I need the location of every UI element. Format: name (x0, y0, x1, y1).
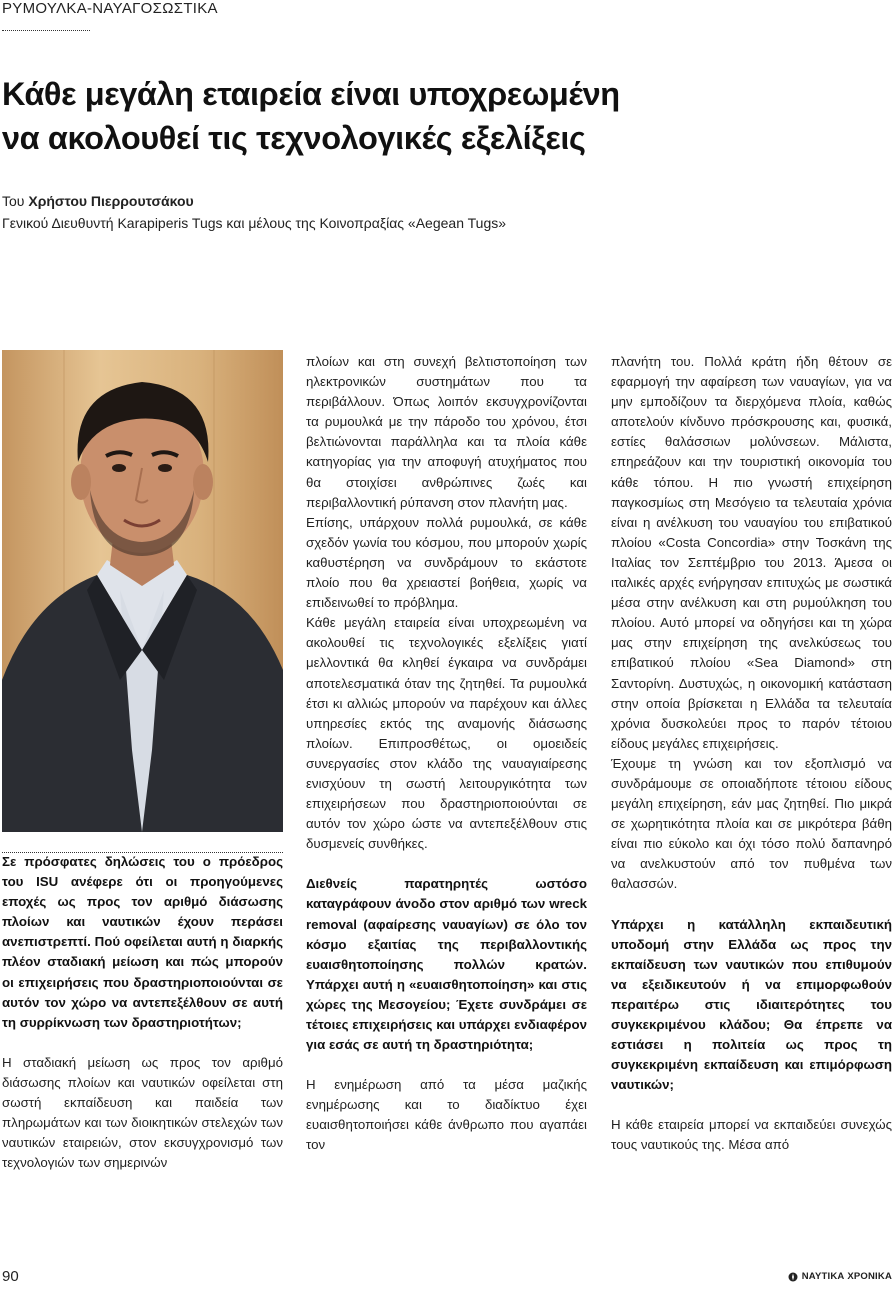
article-paragraph: πλανήτη του. Πολλά κράτη ήδη θέτουν σε εφαρμογή την αφαίρεση των ναυαγίων, για να μην εμποδίζουν τα διερχόμενα πλοία, καθώς αποτελούν κίνδυνο πρόσκρουσης και, φυσικά, εστίες θαλάσσιων μολύνσεων. Μάλιστα, επηρεάζουν και την τουριστική οικονομία του κάθε τόπου. Η πιο γνωστή επιχείρηση παγκοσμίως στη Μεσόγειο τα τελευταία χρόνια είναι η ανέλκυση του ναυαγίου του επιβατικού πλοίου «Costa Concordia» στην Τοσκάνη της Ιταλίας τον Σεπτέμβριο του 2013. Άμεσα οι ιταλικές αρχές ενήργησαν επιτυχώς με σωστικά μέσα στην ανέλκυση και στη ρυμούλκηση του πλοίου. Αυτό μπορεί να οδηγήσει και τη χώρα μας στην επιχείρηση της ανελκύσεως του επιβατικού πλοίου «Sea Diamond» στη Σαντορίνη. Δυστυχώς, η οικονομική κατάσταση στην οποία βρίσκεται η Ελλάδα τα τελευταία χρόνια δυσκολεύει προς το παρόν τέτοιου είδους μεγάλες επιχειρήσεις. (611, 354, 892, 751)
article-column-1 (2, 850, 283, 1173)
interview-question: Διεθνείς παρατηρητές ωστόσο καταγράφουν άνοδο στον αριθμό των wreck removal (αφαίρεσης ναυαγίων) σε όλο τον κόσμο εξαιτίας της περιβαλλοντικής ευαισθητοποίησης πολλών κρατών. Υπάρχει αυτή η «ευαισθητοποίηση» και στις χώρες της Μεσογείου; Έχετε συνδράμει σε τέτοιες επιχειρήσεις και υπάρχει ενδιαφέρον για εσάς σε αυτή τη δραστηριότητα; (306, 876, 587, 1053)
compass-icon (788, 1272, 798, 1282)
author-role: Γενικού Διευθυντή Karapiperis Tugs και μέλους της Κοινοπραξίας «Aegean Tugs» (2, 215, 507, 231)
headline-line-1: Κάθε μεγάλη εταιρεία είναι υποχρεωμένη (2, 76, 620, 112)
headline-line-2: να ακολουθεί τις τεχνολογικές εξελίξεις (2, 120, 586, 156)
article-paragraph: Έχουμε τη γνώση και τον εξοπλισμό να συνδράμουμε σε οποιαδήποτε τέτοιου είδους μεγάλη επιχείρηση, εάν μας ζητηθεί. Πιο μικρά σε χωρητικότητα πλοία και σε μικρότερα βάθη είναι πιο εύκολο και όχι τόσο πολύ δαπανηρό να ανελκυστούν από τον πυθμένα των θαλασσών. (611, 755, 892, 892)
article-headline (2, 72, 872, 160)
article-paragraph: Η ενημέρωση από τα μέσα μαζικής ενημέρωσης και το διαδίκτυο έχει ευαισθητοποιήσει κάθε άνθρωπο που αγαπάει τον (306, 1077, 587, 1153)
byline (2, 190, 506, 234)
byline-prefix: Του (2, 193, 25, 209)
article-paragraph: Η κάθε εταιρεία μπορεί να εκπαιδεύει συνεχώς τους ναυτικούς της. Μέσα από (611, 1117, 892, 1153)
article-paragraph: Κάθε μεγάλη εταιρεία είναι υποχρεωμένη να ακολουθεί τις τεχνολογικές εξελίξεις γιατί μελλοντικά θα κληθεί έγκαιρα να συνδράμει αποτελεσματικά όταν της ζητηθεί. Τα ρυμουλκά έτσι κι αλλιώς μπορούν να παρέχουν και άλλες υπηρεσίες εκτός της αναμονής διάσωσης πλοίων. Επιπροσθέτως, οι ομοειδείς συνεργασίες στον κλάδο της ναυαγιαίρεσης ενισχύουν τη σωστή λειτουργικότητα των επιχειρήσεων που δραστηριοποιούνται σε αυτόν τον χώρο ώστε να αντεπεξέλθουν στις δυσμενείς συνθήκες. (306, 615, 587, 852)
author-name: Χρήστου Πιερρουτσάκου (28, 193, 194, 209)
publication-brand (788, 1271, 892, 1282)
publication-name: ΝΑΥΤΙΚΑ ΧΡΟΝΙΚΑ (801, 1271, 892, 1282)
author-photo (2, 350, 283, 832)
section-label: ΡΥΜΟΥΛΚΑ-ΝΑΥΑΓΟΣΩΣΤΙΚΑ (2, 0, 218, 17)
section-divider (2, 30, 90, 31)
article-paragraph: πλοίων και στη συνεχή βελτιστοποίηση των ηλεκτρονικών συστημάτων που τα περιβάλλουν. Όπως λοιπόν εκσυγχρονίζονται τα ρυμουλκά με την πάροδο του χρόνου, έτσι βελτιώνονται παράλληλα και τα πλοία κάθε κατηγορίας για την αποφυγή ατυχήματος που θα στοιχίσει ανθρώπινες ζωές και περιβαλλοντική ρύπανση στον πλανήτη μας. (306, 354, 587, 510)
article-column-3 (611, 352, 892, 1156)
portrait-illustration (2, 350, 283, 832)
article-paragraph: Η σταδιακή μείωση ως προς τον αριθμό διάσωσης πλοίων και ναυτικών οφείλεται στη σωστή εκπαίδευση και παιδεία των πληρωμάτων και των διοικητικών στελεχών των ναυτικών εταιρειών, στον εκσυγχρονισμό των τεχνολογιών των σημερινών (2, 1054, 283, 1171)
article-column-2 (306, 352, 587, 1156)
interview-question: Σε πρόσφατες δηλώσεις του ο πρόεδρος του ISU ανέφερε ότι οι προηγούμενες εποχές ως προς τον αριθμό διάσωσης πλοίων και ναυτικών έχουν περάσει ανεπιστρεπτί. Πού οφείλεται αυτή η διαρκής πλέον σταδιακή μείωση και πώς μπορούν οι επιχειρήσεις που δραστηριοποιούνται σε αυτόν τον χώρο να αντεπεξέλθουν σε αυτή τη συρρίκνωση των δραστηριοτήτων; (2, 854, 283, 1030)
article-paragraph: Επίσης, υπάρχουν πολλά ρυμουλκά, σε κάθε σχεδόν γωνία του κόσμου, που μπορούν χωρίς καθυστέρηση να συνδράμουν το εκάστοτε πλοίο που θα χρειαστεί βοήθεια, χωρίς να επιδεινωθεί το πρόβλημα. (306, 514, 587, 611)
page-number: 90 (2, 1268, 19, 1285)
interview-question: Υπάρχει η κατάλληλη εκπαιδευτική υποδομή στην Ελλάδα ως προς την εκπαίδευση των ναυτικών που επιθυμούν να εξειδικευτούν ή να επιμορφωθούν περαιτέρω στις ιδιαιτερότητες του συγκεκριμένου κλάδου; Θα έπρεπε να εστιάσει η πολιτεία ως προς τη συγκεκριμένη εκπαίδευση και επιμόρφωση ναυτικών; (611, 916, 892, 1093)
